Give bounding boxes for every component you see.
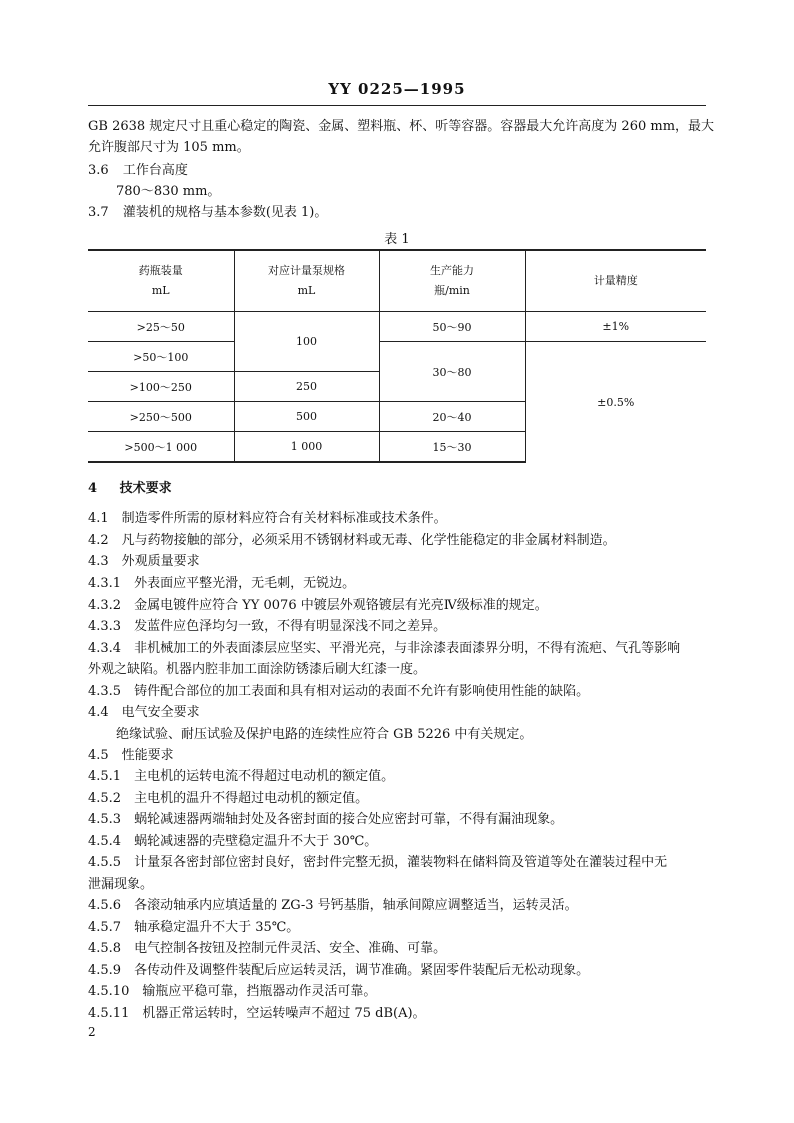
clause-4-5-5-line-2: 泄漏现象。 bbox=[88, 877, 154, 892]
cell-pump: 1 000 bbox=[234, 432, 379, 463]
cell-bottle: >250～500 bbox=[88, 402, 234, 432]
clause-4-1: 4.1 制造零件所需的原材料应符合有关材料标准或技术条件。 bbox=[88, 511, 447, 526]
cell-capacity: 20～40 bbox=[379, 402, 525, 432]
clause-4-5-7: 4.5.7 轴承稳定温升不大于 35℃。 bbox=[88, 920, 300, 935]
header-bottle-volume bbox=[88, 250, 234, 312]
clause-4-3-4-line-2: 外观之缺陷。机器内腔非加工面涂防锈漆后刷大红漆一度。 bbox=[88, 662, 427, 677]
cell-capacity: 50～90 bbox=[379, 312, 525, 342]
page-number: 2 bbox=[88, 1025, 96, 1039]
cell-accuracy: ±0.5% bbox=[525, 342, 706, 463]
table-row bbox=[88, 342, 706, 372]
clause-4-5-1: 4.5.1 主电机的运转电流不得超过电动机的额定值。 bbox=[88, 769, 395, 784]
section-3-6-title: 工作台高度 bbox=[122, 163, 188, 178]
header-label: 对应计量泵规格 bbox=[268, 264, 345, 277]
clause-4-4-text: 绝缘试验、耐压试验及保护电路的连续性应符合 GB 5226 中有关规定。 bbox=[116, 727, 533, 742]
section-3-6-text: 780～830 mm。 bbox=[116, 184, 221, 199]
clause-4-5: 4.5 性能要求 bbox=[88, 748, 174, 763]
clause-4-5-6: 4.5.6 各滚动轴承内应填适量的 ZG-3 号钙基脂，轴承间隙应调整适当，运转灵活。 bbox=[88, 898, 578, 913]
cell-pump: 100 bbox=[234, 312, 379, 372]
cell-bottle: >25～50 bbox=[136, 320, 185, 334]
header-unit: mL bbox=[297, 284, 316, 297]
clause-4-5-3: 4.5.3 蜗轮减速器两端轴封处及各密封面的接合处应密封可靠，不得有漏油现象。 bbox=[88, 812, 564, 827]
clause-4-5-9: 4.5.9 各传动件及调整件装配后应运转灵活，调节准确。紧固零件装配后无松动现象。 bbox=[88, 963, 590, 978]
clause-4-4: 4.4 电气安全要求 bbox=[88, 705, 200, 720]
table-row bbox=[88, 312, 706, 342]
clause-4-2: 4.2 凡与药物接触的部分，必须采用不锈钢材料或无毒、化学性能稳定的非金属材料制造。 bbox=[88, 533, 616, 548]
section-3-6-number: 3.6 bbox=[88, 163, 109, 178]
clause-4-3-5: 4.3.5 铸件配合部位的加工表面和具有相对运动的表面不允许有影响使用性能的缺陷。 bbox=[88, 684, 590, 699]
clause-4-3-2: 4.3.2 金属电镀件应符合 YY 0076 中镀层外观铬镀层有光亮Ⅳ级标准的规定。 bbox=[88, 598, 548, 613]
clause-4-5-10: 4.5.10 输瓶应平稳可靠，挡瓶器动作灵活可靠。 bbox=[88, 984, 377, 999]
cell-pump: 250 bbox=[234, 372, 379, 402]
cell-pump: 500 bbox=[234, 402, 379, 432]
header-label: 计量精度 bbox=[593, 274, 638, 287]
clause-4-5-5-line-1: 4.5.5 计量泵各密封部位密封良好，密封件完整无损，灌装物料在储料筒及管道等处在灌装过程中无 bbox=[88, 855, 668, 870]
section-3-7-number: 3.7 bbox=[88, 205, 109, 220]
cell-capacity: 30～80 bbox=[379, 342, 525, 402]
cell-capacity: 15～30 bbox=[379, 432, 525, 463]
header-capacity bbox=[379, 250, 525, 312]
header-unit: mL bbox=[151, 284, 170, 297]
section-3-7-title: 灌装机的规格与基本参数(见表 1)。 bbox=[122, 205, 328, 220]
section-3-7-heading bbox=[88, 204, 327, 222]
clause-4-3-1: 4.3.1 外表面应平整光滑，无毛刺，无锐边。 bbox=[88, 576, 356, 591]
cell-bottle: >100～250 bbox=[88, 372, 234, 402]
clause-4-5-4: 4.5.4 蜗轮减速器的壳壁稳定温升不大于 30℃。 bbox=[88, 834, 378, 849]
intro-line-1: GB 2638 规定尺寸且重心稳定的陶瓷、金属、塑料瓶、杯、听等容器。容器最大允许高度为 260 mm，最大 bbox=[88, 119, 715, 134]
header-label: 药瓶装量 bbox=[138, 264, 183, 277]
cell-bottle: >50～100 bbox=[88, 342, 234, 372]
header-accuracy bbox=[525, 250, 706, 312]
parameters-table bbox=[88, 249, 706, 463]
table-header-row bbox=[88, 250, 706, 312]
header-unit: 瓶/min bbox=[434, 284, 470, 297]
table-caption: 表 1 bbox=[384, 232, 410, 247]
clause-4-3-3: 4.3.3 发蓝件应色泽均匀一致，不得有明显深浅不同之差异。 bbox=[88, 619, 447, 634]
section-4-title: 技术要求 bbox=[119, 481, 172, 496]
cell-bottle: >500～1 000 bbox=[88, 432, 234, 463]
document-header: YY 0225—1995 bbox=[328, 80, 466, 98]
clause-4-5-11: 4.5.11 机器正常运转时，空运转噪声不超过 75 dB(A)。 bbox=[88, 1006, 426, 1021]
clause-4-5-2: 4.5.2 主电机的温升不得超过电动机的额定值。 bbox=[88, 791, 369, 806]
section-4-heading bbox=[88, 480, 172, 498]
clause-4-3-4-line-1: 4.3.4 非机械加工的外表面漆层应坚实、平滑光亮，与非涂漆表面漆界分明，不得有流疤、气孔等影响 bbox=[88, 641, 681, 656]
clause-4-3: 4.3 外观质量要求 bbox=[88, 554, 200, 569]
header-rule bbox=[88, 105, 706, 106]
header-pump-spec bbox=[234, 250, 379, 312]
intro-line-2: 允许腹部尺寸为 105 mm。 bbox=[88, 140, 250, 155]
header-label: 生产能力 bbox=[430, 264, 474, 277]
section-3-6-heading bbox=[88, 162, 188, 180]
cell-accuracy: ±1% bbox=[525, 312, 706, 342]
clause-4-5-8: 4.5.8 电气控制各按钮及控制元件灵活、安全、准确、可靠。 bbox=[88, 941, 447, 956]
section-4-number: 4 bbox=[88, 481, 98, 496]
